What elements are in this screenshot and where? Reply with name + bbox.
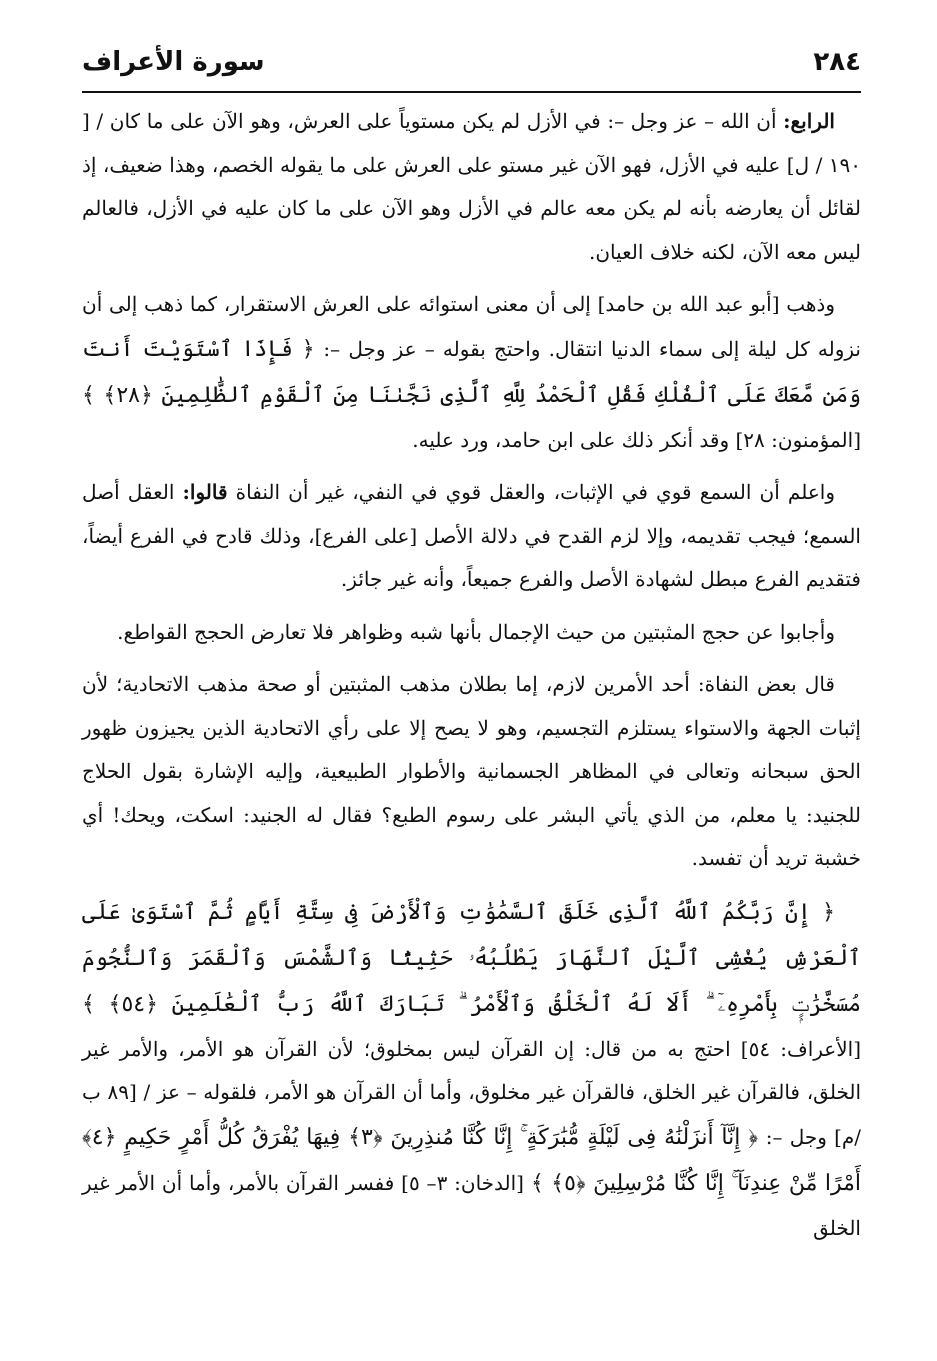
paragraph-6 <box>82 890 861 1251</box>
paragraph-1 <box>82 100 861 274</box>
paragraph-tail: العقل أصل السمع؛ فيجب تقديمه، وإلا لزم القدح في دلالة الأصل [على الفرع]، وذلك قادح في الفرع أيضاً، فتقديم الفرع مبطل لشهادة الأصل والفرع جميعاً، وأنه غير جائز. <box>82 480 861 591</box>
paragraph-lead: الرابع: <box>783 109 835 133</box>
quran-verse: ﴿ إِنَّ رَبَّكُمُ ٱللَّهُ ٱلَّذِى خَلَقَ ٱلسَّمَٰوَٰتِ وَٱلْأَرْضَ فِى سِتَّةِ أَيَّامٍ ثُمَّ ٱسْتَوَىٰ عَلَى ٱلْعَرْشِ يُغْشِى ٱلَّيْلَ ٱلنَّهَارَ يَطْلُبُهُۥ حَثِيثًا وَٱلشَّمْسَ وَٱلْقَمَرَ وَٱلنُّجُومَ مُسَخَّرَٰتٍۭ بِأَمْرِهِۦٓ ۗ أَلَا لَهُ ٱلْخَلْقُ وَٱلْأَمْرُ ۗ تَبَارَكَ ٱللَّهُ رَبُّ ٱلْعَٰلَمِينَ ﴿٥٤﴾ ﴾ <box>82 899 861 1017</box>
paragraph-tail: [الدخان: ٣– ٥] ففسر القرآن بالأمر، وأما أن الأمر غير الخلق <box>82 1170 861 1240</box>
paragraph-text: وذهب [أبو عبد الله بن حامد] إلى أن معنى استوائه على العرش الاستقرار، كما ذهب إلى أن نزوله كل ليلة إلى سماء الدنيا انتقال. واحتج بقوله – عز وجل –: <box>82 292 861 361</box>
paragraph-text: قال بعض النفاة: أحد الأمرين لازم، إما بطلان مذهب المثبتين أو صحة مذهب الاتحادية؛ لأن إثبات الجهة والاستواء يستلزم التجسيم، وهو لا يصح إلا على رأي الاتحادية الذين يجيزون ظهور الحق سبحانه وتعالى في المظاهر الجسمانية والأطوار الطبيعية، وإليه الإشارة بقول الحلاج للجنيد: يا معلم، من الذي يأتي البشر على رسوم الطبع؟ فقال له الجنيد: اسكت، ويحك! أي خشبة تريد أن تفسد. <box>82 672 861 870</box>
quran-verse: ﴿ فَإِذَا ٱسْتَوَيْتَ أَنتَ وَمَن مَّعَكَ عَلَى ٱلْفُلْكِ فَقُلِ ٱلْحَمْدُ لِلَّهِ ٱلَّذِى نَجَّىٰنَا مِنَ ٱلْقَوْمِ ٱلظَّٰلِمِينَ ﴿٢٨﴾ ﴾ <box>82 336 861 408</box>
paragraph-text: [الأعراف: ٥٤] احتج به من قال: إن القرآن ليس بمخلوق؛ لأن القرآن هو الأمر، والأمر غير الخلق، فالقرآن غير الخلق، فالقرآن غير مخلوق، وأما أن القرآن هو الأمر، فلقوله – عز / [٨٩ ب /م] وجل –: <box>82 1036 862 1149</box>
page-header <box>82 34 861 90</box>
paragraph-tail: [المؤمنون: ٢٨] وقد أنكر ذلك على ابن حامد، ورد عليه. <box>412 427 861 452</box>
header-divider <box>82 91 861 93</box>
paragraph-4 <box>82 611 861 655</box>
paragraph-keyword: قالوا: <box>182 480 228 504</box>
paragraph-text: واعلم أن السمع قوي في الإثبات، والعقل قوي في النفي، غير أن النفاة <box>227 480 836 504</box>
paragraph-3 <box>82 471 861 602</box>
page-number: ٢٨٤ <box>813 47 861 77</box>
quran-verse-2: ﴿ إِنَّآ أَنزَلْنَٰهُ فِى لَيْلَةٍ مُّبَٰرَكَةٍ ۚ إِنَّا كُنَّا مُنذِرِينَ ﴿٣﴾ فِيهَا يُفْرَقُ كُلُّ أَمْرٍ حَكِيمٍ ﴿٤﴾ أَمْرًا مِّنْ عِندِنَآ ۚ إِنَّا كُنَّا مُرْسِلِينَ ﴿٥﴾ ﴾ <box>82 1124 861 1196</box>
paragraph-5 <box>82 663 861 881</box>
surah-title: سورة الأعراف <box>82 47 265 77</box>
paragraph-text: وأجابوا عن حجج المثبتين من حيث الإجمال بأنها شبه وظواهر فلا تعارض الحجج القواطع. <box>117 619 835 644</box>
page-body <box>82 100 861 1259</box>
paragraph-text: أن الله – عز وجل –: في الأزل لم يكن مستوياً على العرش، وهو الآن على ما كان / [ ١٩٠ / ل] عليه في الأزل، فهو الآن غير مستو على العرش على ما يقوله الخصم، وهذا ضعيف، إذ لقائل أن يعارضه بأنه لم يكن معه عالم في الأزل وهو الآن على ما كان عليه في الأزل، فالعالم ليس معه الآن، لكنه خلاف العيان. <box>82 109 861 264</box>
paragraph-2 <box>82 283 861 462</box>
